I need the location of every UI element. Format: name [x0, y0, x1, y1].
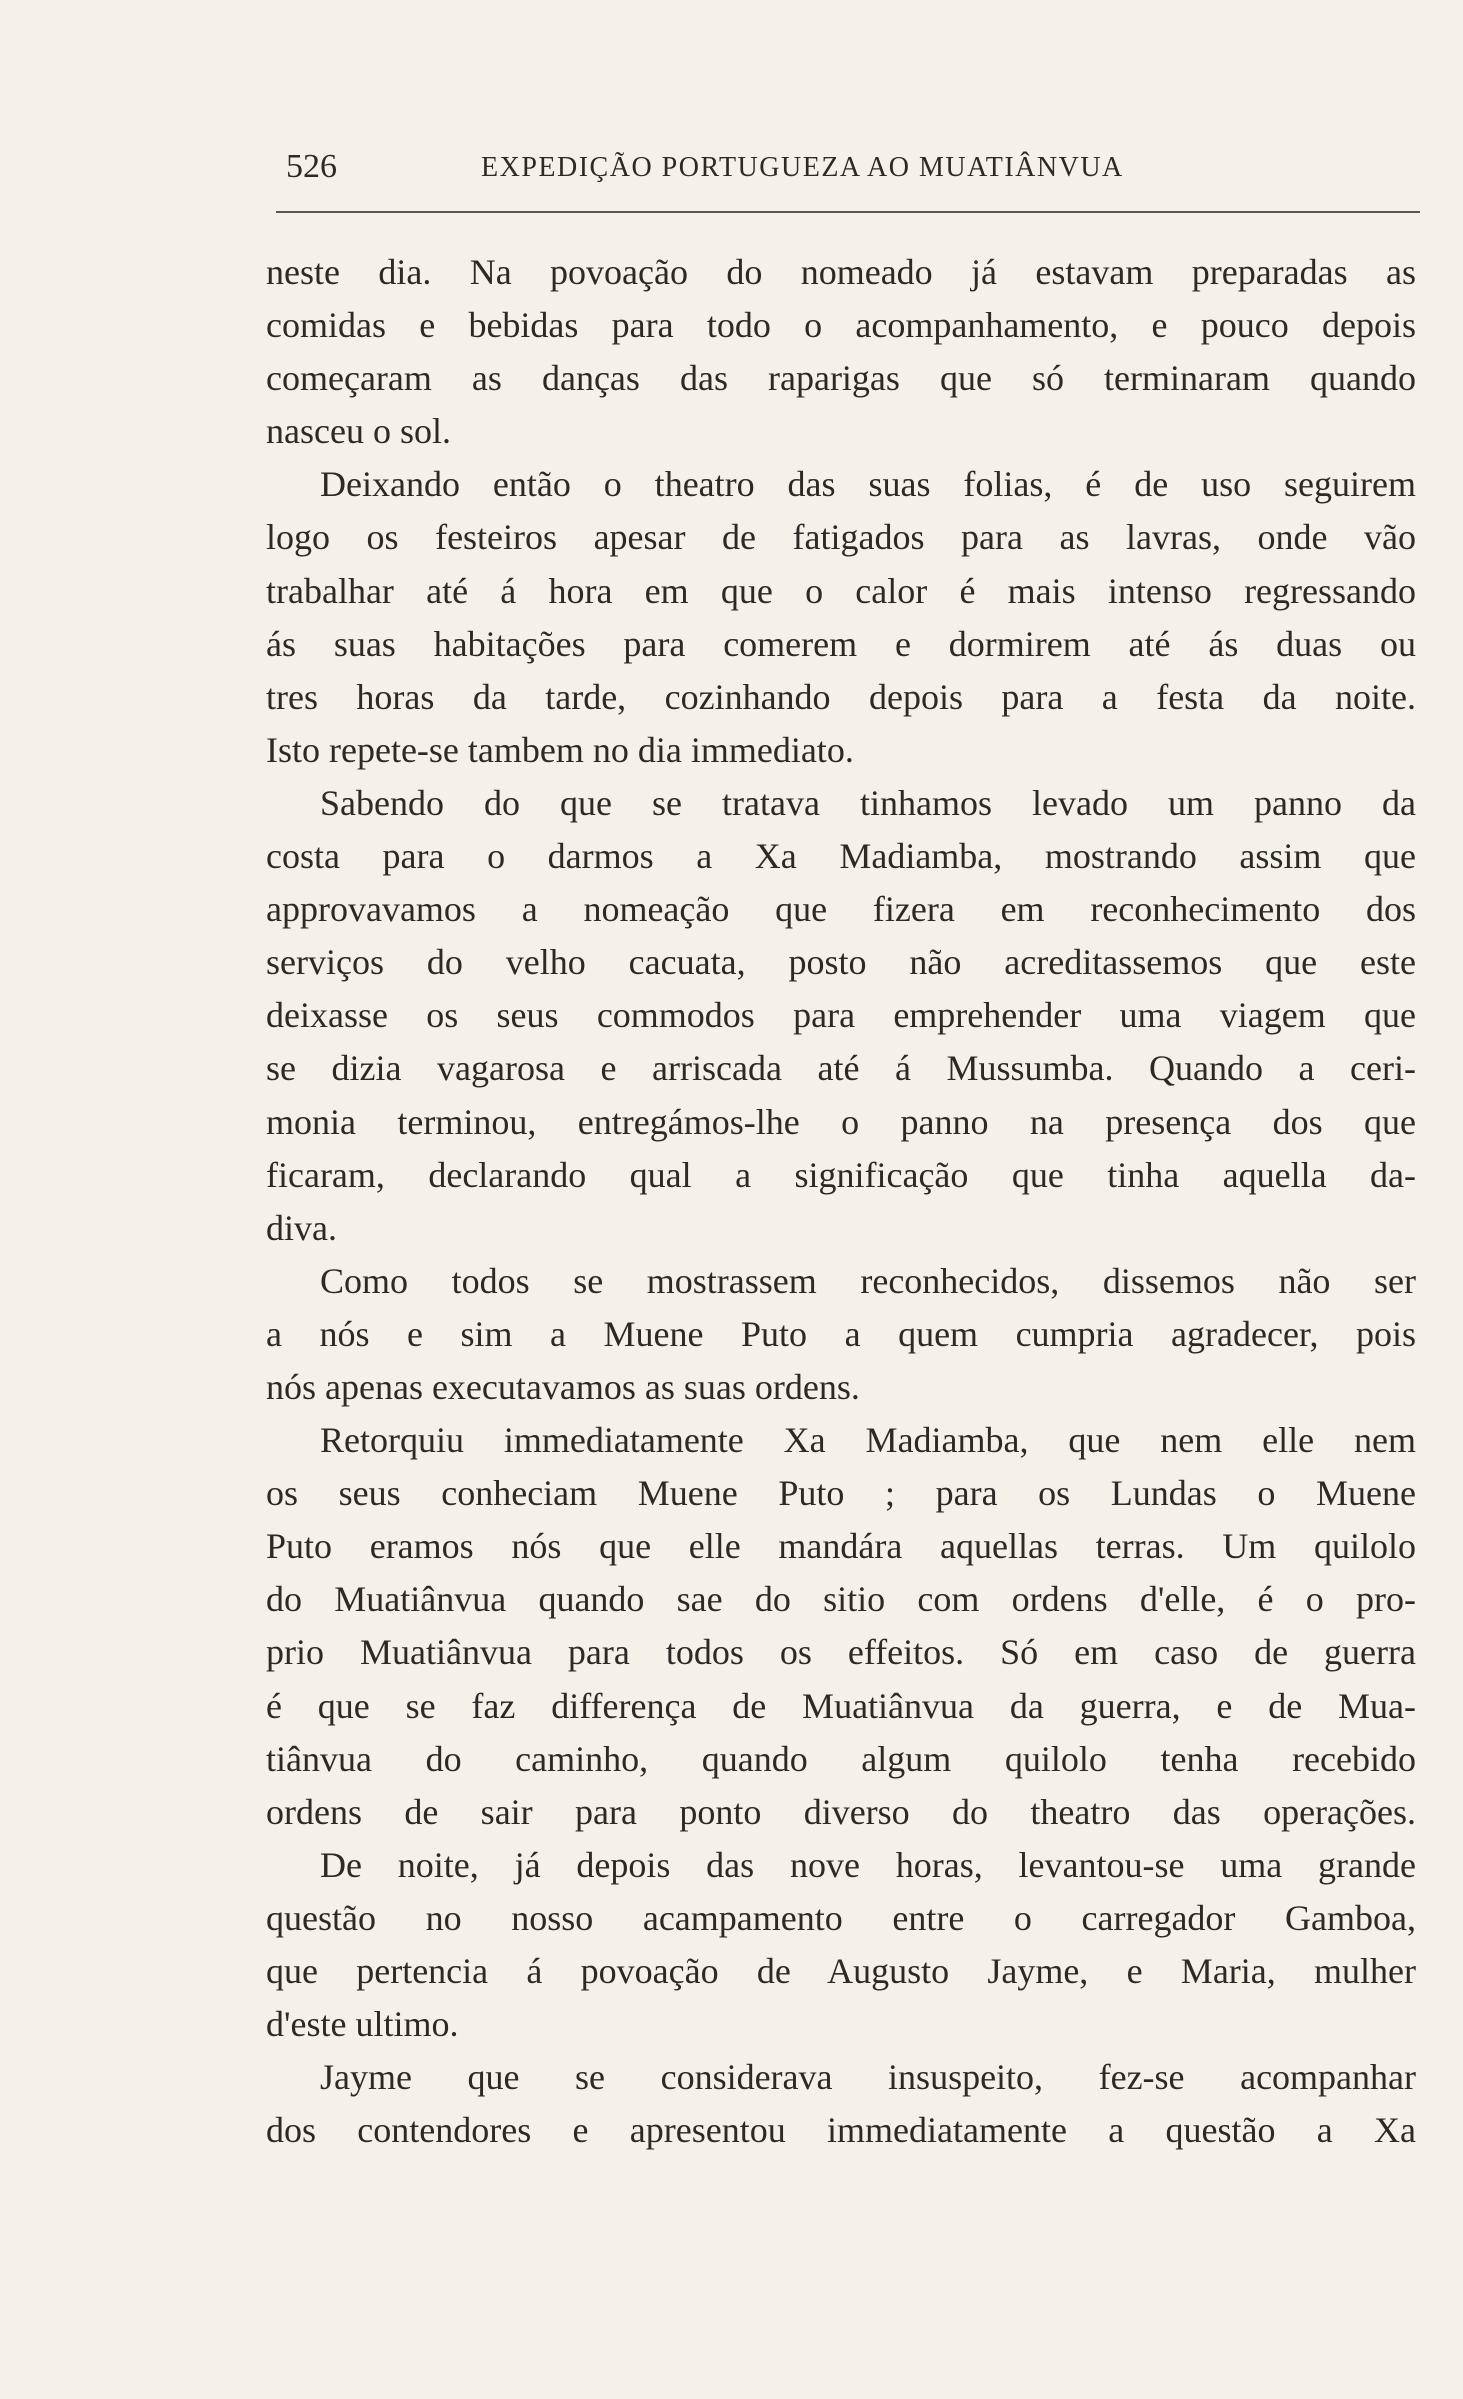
running-head [276, 148, 1416, 196]
text-line: Retorquiu immediatamente Xa Madiamba, que nem elle nem [320, 1420, 1416, 1461]
text-line: approvavamos a nomeação que fizera em reconhecimento dos [266, 889, 1416, 930]
text-line: tres horas da tarde, cozinhando depois para a festa da noite. [266, 676, 1416, 717]
text-line: deixasse os seus commodos para emprehender uma viagem que [266, 995, 1416, 1036]
text-line: nasceu o sol. [266, 411, 451, 452]
text-line: trabalhar até á hora em que o calor é mais intenso regressando [266, 570, 1416, 611]
text-line: monia terminou, entregámos-lhe o panno na presença dos que [266, 1101, 1416, 1142]
text-line: Deixando então o theatro das suas folias, é de uso seguirem [320, 464, 1416, 505]
text-line: questão no nosso acampamento entre o carregador Gamboa, [266, 1897, 1416, 1938]
text-line: ficaram, declarando qual a significação que tinha aquella da- [266, 1154, 1416, 1195]
text-line: que pertencia á povoação de Augusto Jayme, e Maria, mulher [266, 1951, 1416, 1991]
text-line: se dizia vagarosa e arriscada até á Mussumba. Quando a ceri- [266, 1048, 1416, 1089]
text-line: dos contendores e apresentou immediatamente a questão a Xa [266, 2110, 1416, 2151]
text-line: De noite, já depois das nove horas, levantou-se uma grande [320, 1844, 1416, 1885]
running-title: EXPEDIÇÃO PORTUGUEZA AO MUATIÂNVUA [481, 152, 1124, 183]
text-line: serviços do velho cacuata, posto não acreditassemos que este [266, 942, 1416, 983]
text-line: logo os festeiros apesar de fatigados para as lavras, onde vão [266, 517, 1416, 558]
text-line: Jayme que se considerava insuspeito, fez-se acompanhar [320, 2057, 1416, 2098]
header-rule [276, 211, 1420, 213]
text-line: neste dia. Na povoação do nomeado já estavam preparadas as [266, 252, 1416, 292]
text-line: costa para o darmos a Xa Madiamba, mostrando assim que [266, 836, 1416, 877]
text-line: começaram as danças das raparigas que só terminaram quando [266, 358, 1416, 399]
text-line: diva. [266, 1207, 337, 1248]
text-line: do Muatiânvua quando sae do sitio com ordens d'elle, é o pro- [266, 1579, 1416, 1620]
text-line: é que se faz differença de Muatiânvua da guerra, e de Mua- [266, 1685, 1416, 1726]
text-line: Como todos se mostrassem reconhecidos, dissemos não ser [320, 1260, 1416, 1301]
text-line: Puto eramos nós que elle mandára aquellas terras. Um quilolo [266, 1526, 1416, 1567]
text-line: d'este ultimo. [266, 2004, 459, 2045]
text-line: nós apenas executavamos as suas ordens. [266, 1366, 860, 1407]
text-line: a nós e sim a Muene Puto a quem cumpria agradecer, pois [266, 1313, 1416, 1354]
text-line: comidas e bebidas para todo o acompanhamento, e pouco depois [266, 305, 1416, 346]
text-line: ordens de sair para ponto diverso do theatro das operações. [266, 1791, 1416, 1832]
text-line: os seus conheciam Muene Puto ; para os Lundas o Muene [266, 1473, 1416, 1514]
body-text [266, 246, 1416, 2157]
text-line: prio Muatiânvua para todos os effeitos. Só em caso de guerra [266, 1632, 1416, 1673]
page-number: 526 [286, 148, 337, 185]
text-line: Isto repete-se tambem no dia immediato. [266, 729, 854, 770]
text-line: ás suas habitações para comerem e dormirem até ás duas ou [266, 623, 1416, 664]
text-line: tiânvua do caminho, quando algum quilolo tenha recebido [266, 1738, 1416, 1779]
text-line: Sabendo do que se tratava tinhamos levado um panno da [320, 782, 1416, 823]
